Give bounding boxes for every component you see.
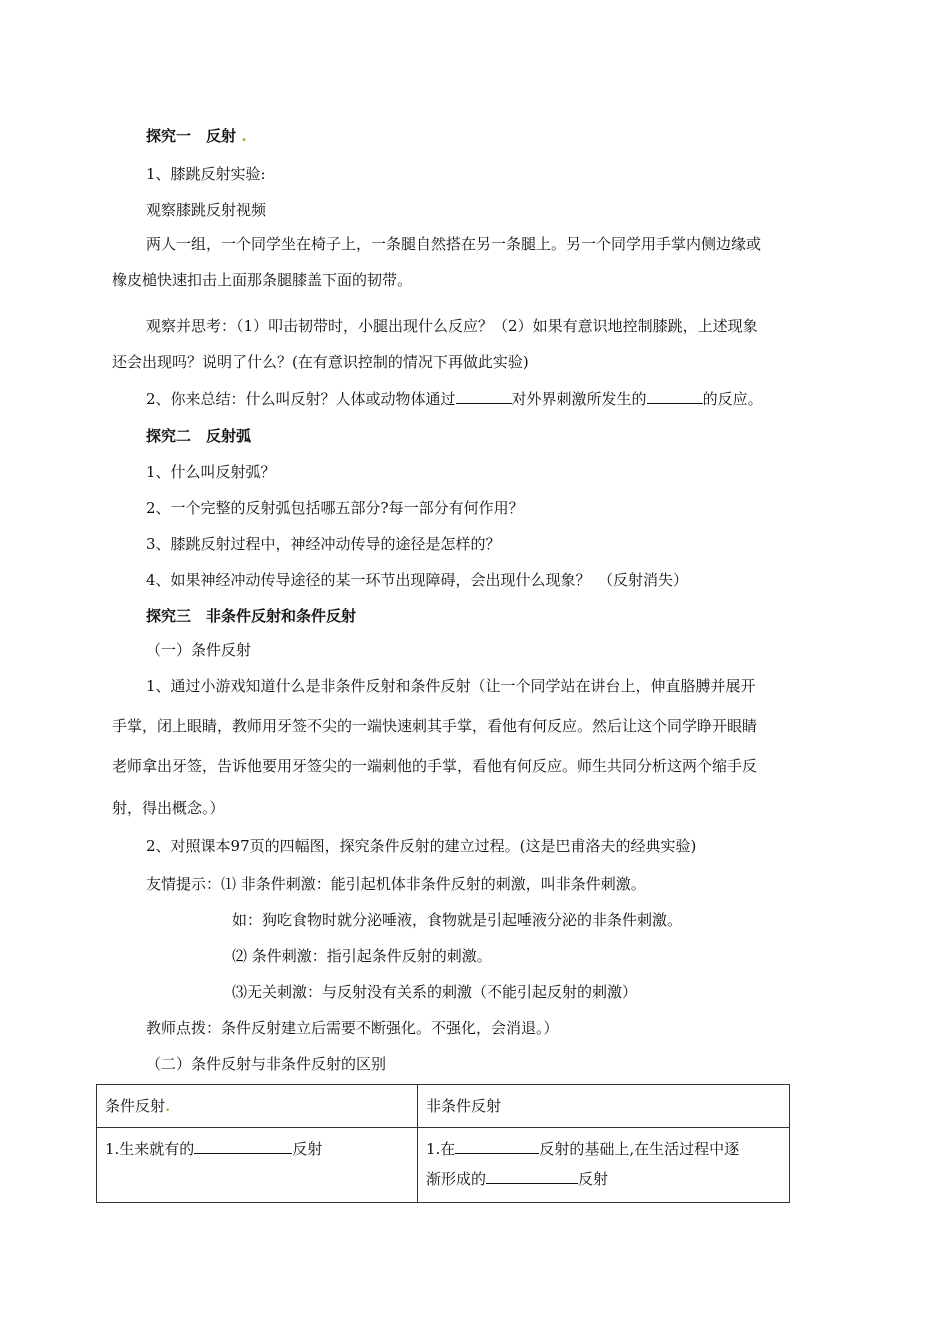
section-3-heading: 探究三 非条件反射和条件反射 xyxy=(146,607,357,625)
procedure-line-1: 两人一组，一个同学坐在椅子上，一条腿自然搭在另一条腿上。另一个同学用手掌内侧边缘或 xyxy=(146,235,762,253)
pavlov-line: 2、对照课本97页的四幅图，探究条件反射的建立过程。(这是巴甫洛夫的经典实验) xyxy=(146,837,697,855)
subsection-1-title: （一）条件反射 xyxy=(146,641,252,659)
section-1-heading: 探究一 反射 . xyxy=(146,127,247,145)
cell-unconditioned-1: 1.在 反射的基础上,在生活过程中逐 渐形成的 反射 xyxy=(418,1128,790,1203)
game-line-2: 手掌，闭上眼睛，教师用牙签不尖的一端快速刺其手掌，看他有何反应。然后让这个同学睁开眼睛 xyxy=(112,717,758,735)
observe-line-2: 还会出现吗？说明了什么？(在有意识控制的情况下再做此实验) xyxy=(112,353,529,371)
blank-5[interactable] xyxy=(486,1168,578,1184)
teacher-note: 教师点拨：条件反射建立后需要不断强化。不强化，会消退。） xyxy=(146,1019,559,1037)
question-1: 1、什么叫反射弧？ xyxy=(146,463,276,481)
blank-1[interactable] xyxy=(456,388,512,404)
question-3: 3、膝跳反射过程中，神经冲动传导的途径是怎样的？ xyxy=(146,535,501,553)
blank-3[interactable] xyxy=(194,1138,292,1154)
game-line-3: 老师拿出牙签，告诉他要用牙签尖的一端刺他的手掌，看他有何反应。师生共同分析这两个缩手反 xyxy=(112,757,758,775)
game-line-4: 射，得出概念。） xyxy=(112,799,225,817)
reflex-summary: 2、你来总结：什么叫反射？人体或动物体通过 对外界刺激所发生的 的反应。 xyxy=(146,390,763,408)
header-unconditioned: 非条件反射 xyxy=(418,1085,790,1128)
blank-4[interactable] xyxy=(455,1138,539,1154)
comparison-table xyxy=(96,1084,790,1203)
blank-2[interactable] xyxy=(647,388,703,404)
video-instruction: 观察膝跳反射视频 xyxy=(146,201,267,219)
game-line-1: 1、通过小游戏知道什么是非条件反射和条件反射（让一个同学站在讲台上，伸直胳膊并展开 xyxy=(146,677,756,695)
tip-2: ⑵ 条件刺激：指引起条件反射的刺激。 xyxy=(232,947,492,965)
observe-line-1: 观察并思考：（1）叩击韧带时，小腿出现什么反应？（2）如果有意识地控制膝跳，上述现象 xyxy=(146,317,758,335)
table-header-row xyxy=(97,1085,790,1128)
procedure-line-2: 橡皮槌快速扣击上面那条腿膝盖下面的韧带。 xyxy=(112,271,413,289)
tip-3: ⑶无关刺激：与反射没有关系的刺激（不能引起反射的刺激） xyxy=(232,983,638,1001)
header-conditioned: 条件反射. xyxy=(97,1085,418,1128)
table-row xyxy=(97,1128,790,1203)
tip-1-example: 如：狗吃食物时就分泌唾液，食物就是引起唾液分泌的非条件刺激。 xyxy=(232,911,683,929)
question-4: 4、如果神经冲动传导途径的某一环节出现障碍，会出现什么现象？ （反射消失） xyxy=(146,571,689,589)
subsection-2-title: （二）条件反射与非条件反射的区别 xyxy=(146,1055,387,1073)
cell-conditioned-1: 1.生来就有的 反射 xyxy=(97,1128,418,1203)
question-2: 2、一个完整的反射弧包括哪五部分?每一部分有何作用？ xyxy=(146,499,524,517)
tip-1: 友情提示：⑴ 非条件刺激：能引起机体非条件反射的刺激，叫非条件刺激。 xyxy=(146,875,646,893)
section-2-heading: 探究二 反射弧 xyxy=(146,427,252,445)
knee-jerk-experiment-title: 1、膝跳反射实验: xyxy=(146,165,266,183)
